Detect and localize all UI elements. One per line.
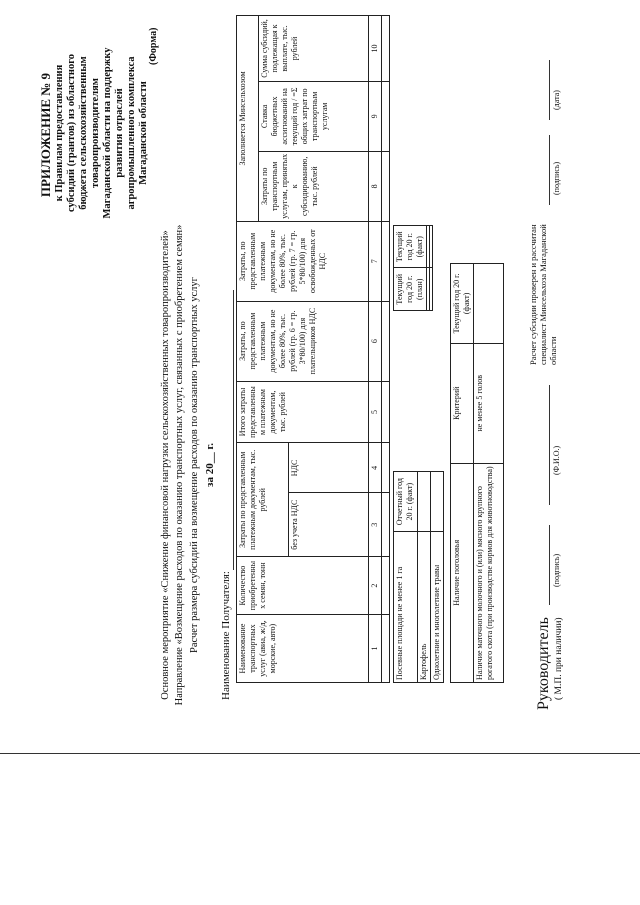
- col-header-costs-group: Затраты по представленным платежным документам, тыс. рублей: [237, 443, 289, 557]
- column-number: 4: [369, 443, 382, 493]
- empty-cell: [382, 615, 390, 683]
- empty-cell: [382, 493, 390, 557]
- col-header-seeds: Количество приобретенны х семян, тонн: [237, 557, 369, 615]
- fio-line: [549, 385, 550, 505]
- col-header-costs-80-novat: Затраты, по представленным платежным документам, но не более 80%, тыс. рублей (гр. 7 = гр. 5*80/100) для освобожденных от НДС: [237, 221, 369, 301]
- area-table: [393, 471, 444, 683]
- area-row-potato: Картофель: [418, 532, 431, 683]
- heading-line-1: Основное мероприятие «Снижение финансовой нагрузки сельскохозяйственных товаропроизводителей»: [160, 230, 171, 700]
- col-header-accepted-costs: Затраты по транспортным услугам, принятых к субсидированию, тыс. рублей: [259, 151, 369, 221]
- date-caption: (дата): [552, 90, 561, 110]
- empty-cell: [382, 221, 390, 301]
- area-col-plan: Текущий год 20 г. (план): [394, 268, 427, 311]
- area-row-grass: Однолетние и многолетние травы: [431, 532, 444, 683]
- empty-cell: [431, 472, 444, 532]
- form-label: (Форма): [148, 27, 159, 65]
- column-number: 3: [369, 493, 382, 557]
- appendix-line: Магаданской области: [138, 81, 149, 185]
- livestock-col-criterion: Критерий: [451, 343, 474, 463]
- area-col-fact: Текущий год 20 г. (факт): [394, 226, 427, 269]
- appendix-line: субсидий (грантов) из областного: [66, 54, 77, 212]
- col-header-vat: НДС: [289, 443, 369, 493]
- recipient-line: [233, 290, 234, 570]
- column-number: 1: [369, 615, 382, 683]
- head-title: Руководитель: [535, 617, 552, 710]
- stamp-note: ( М.П. при наличии): [554, 617, 564, 700]
- col-header-costs-80-vat: Затраты, по представленным платежным документам, но не более 80%, тыс. рублей (гр. 6 = гр. 3*80/100) для плательщиков НДС: [237, 301, 369, 381]
- column-number: 9: [369, 81, 382, 151]
- livestock-col-presence: Наличие поголовья: [451, 463, 474, 682]
- fio-caption: (Ф.И.О.): [552, 445, 561, 475]
- col-header-without-vat: без учета НДС: [289, 493, 369, 557]
- empty-cell: [382, 151, 390, 221]
- empty-cell: [382, 301, 390, 381]
- ministry-note: Расчет субсидии проверен и рассчитан специалист Минсельхоза Магаданской области: [528, 224, 558, 365]
- livestock-row-criterion: не менее 5 голов: [474, 343, 504, 463]
- column-number: 7: [369, 221, 382, 301]
- col-header-ministry-group: Заполняется Минсельхозом: [237, 16, 259, 222]
- date-line: [549, 60, 550, 120]
- signature-caption: (подпись): [552, 553, 561, 587]
- column-number: 8: [369, 151, 382, 221]
- heading-line-2: Направление «Возмещение расходов по оказанию транспортных услуг, связанных с приобретением семян»: [174, 224, 185, 706]
- report-period: за 20__ г.: [204, 443, 216, 487]
- appendix-line: товаропроизводителям: [90, 78, 101, 188]
- appendix-line: к Правилам предоставления: [54, 64, 65, 202]
- empty-cell: [382, 443, 390, 493]
- livestock-row-label: Наличие маточного молочного и (или) мясного крупного рогатого скота (при производстве кормов для животноводства): [474, 463, 504, 682]
- heading-line-3: Расчет размера субсидий на возмещение расходов по оказанию транспортных услуг: [189, 277, 200, 653]
- livestock-table: [450, 263, 504, 683]
- col-header-service: Наименование транспортных услуг (авиа, ж/д, морские, авто): [237, 615, 369, 683]
- area-col-reporting: Отчетный год 20 г. (факт): [394, 472, 418, 532]
- empty-cell: [382, 81, 390, 151]
- column-number: 6: [369, 301, 382, 381]
- signature-line: [549, 525, 550, 605]
- appendix-block: [54, 13, 150, 253]
- empty-cell: [382, 381, 390, 443]
- empty-cell: [474, 264, 504, 344]
- ministry-sign-line: [549, 135, 550, 205]
- appendix-line: Магаданской области на поддержку: [102, 47, 113, 219]
- column-number: 5: [369, 381, 382, 443]
- main-table: [236, 15, 390, 683]
- area-header: Посевные площади не менее 1 га: [394, 532, 418, 683]
- ministry-sign-caption: (подпись): [552, 161, 561, 195]
- empty-cell: [382, 16, 390, 82]
- bottom-divider: [0, 753, 640, 754]
- appendix-line: бюджета сельскохозяйственным: [78, 56, 89, 210]
- appendix-line: агропромышленного комплекса: [126, 56, 137, 210]
- area-table-right: [393, 225, 433, 311]
- empty-cell: [382, 557, 390, 615]
- appendix-number: ПРИЛОЖЕНИЕ № 9: [38, 72, 53, 198]
- empty-cell: [418, 472, 431, 532]
- col-header-total-costs: Итого затраты представленны м платежным документам, тыс. рублей: [237, 381, 369, 443]
- empty-cell: [430, 226, 433, 269]
- livestock-col-fact: Текущий год 20 г. (факт): [451, 264, 474, 344]
- column-number: 2: [369, 557, 382, 615]
- col-header-subsidy-sum: Сумма субсидий, подлежащая к выплате, тыс. рублей: [259, 16, 369, 82]
- recipient-label: Наименование Получателя:: [220, 571, 232, 700]
- appendix-line: развития отраслей: [114, 88, 125, 178]
- empty-cell: [430, 268, 433, 311]
- column-number: 10: [369, 16, 382, 82]
- col-header-rate: Ставка бюджетных ассигнований на текущий год / =Σ общих затрат по транспортным услугам: [259, 81, 369, 151]
